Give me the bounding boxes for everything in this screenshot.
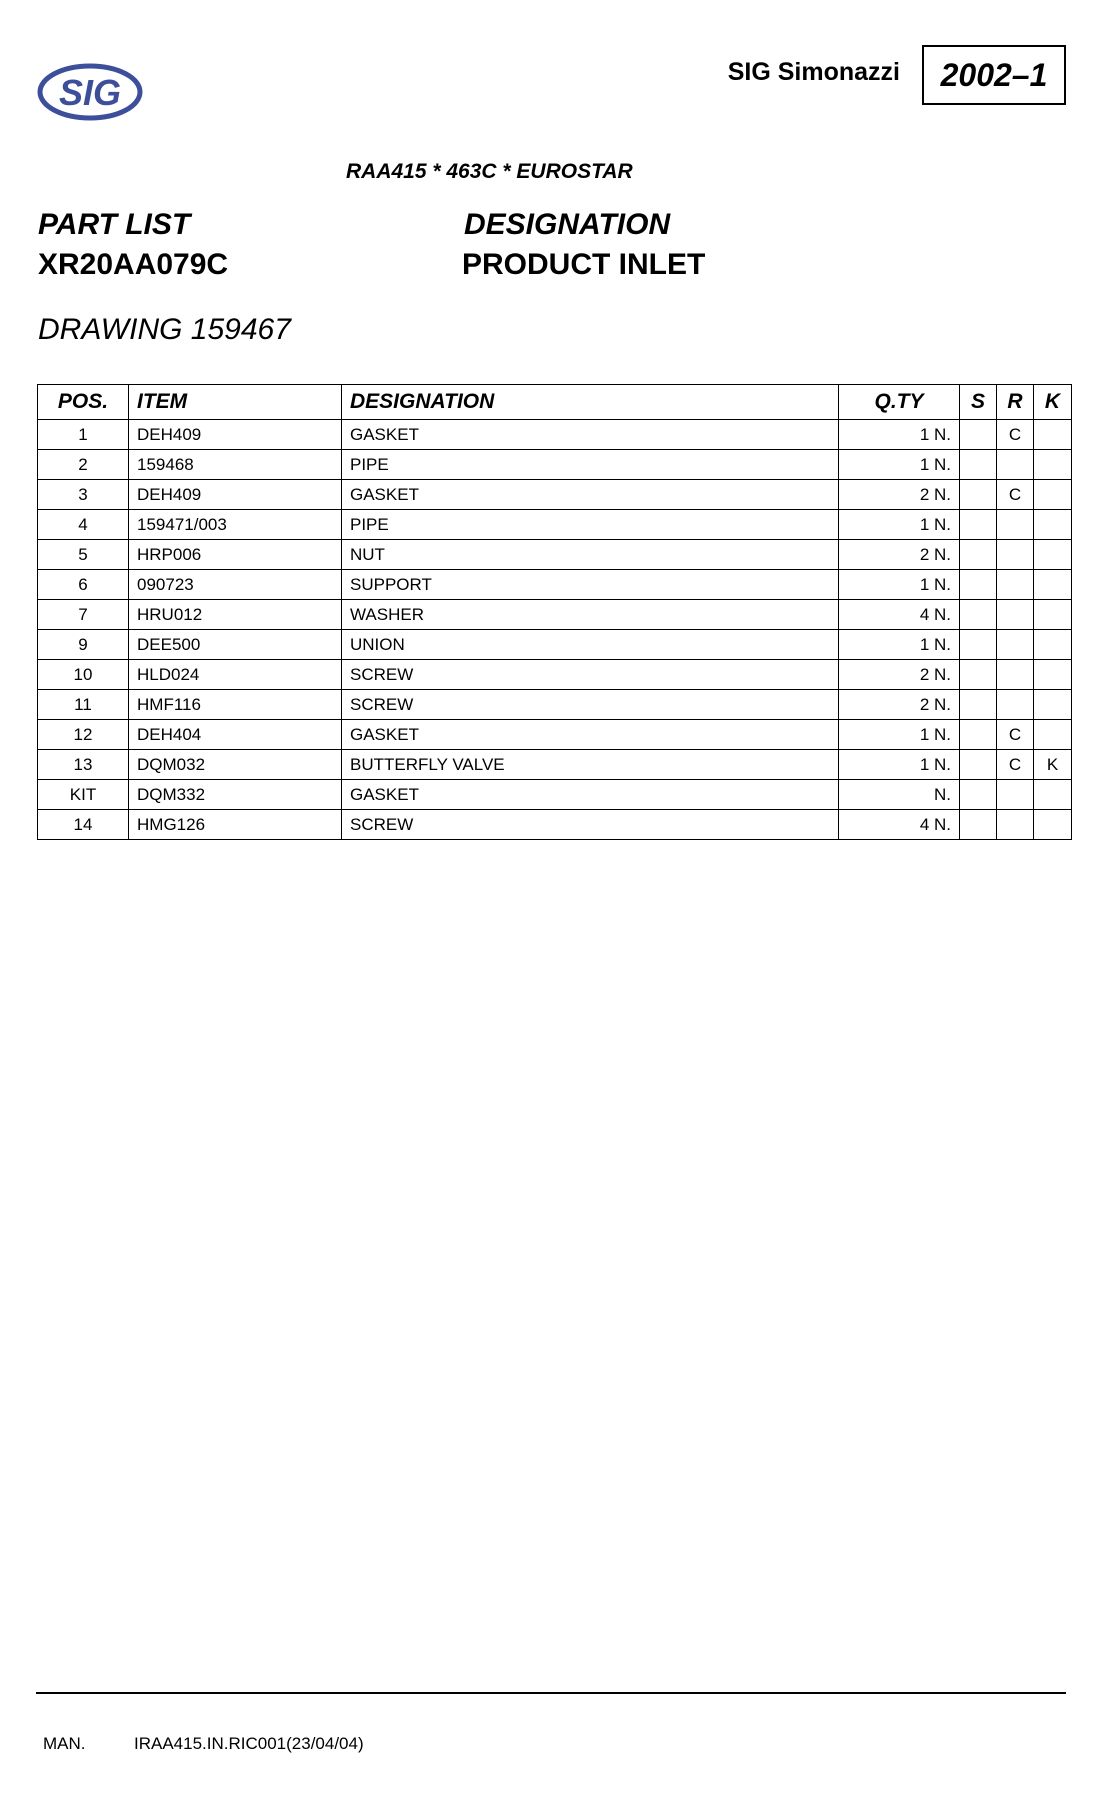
cell-qty: 1 N. — [839, 420, 960, 450]
cell-designation: SUPPORT — [342, 570, 839, 600]
cell-designation: SCREW — [342, 660, 839, 690]
cell-item: HMG126 — [129, 810, 342, 840]
cell-r — [997, 660, 1034, 690]
cell-pos: 14 — [38, 810, 129, 840]
cell-item: 159468 — [129, 450, 342, 480]
table-row — [38, 690, 1072, 720]
cell-designation: NUT — [342, 540, 839, 570]
cell-qty: 2 N. — [839, 690, 960, 720]
cell-qty: 1 N. — [839, 570, 960, 600]
revision-box — [922, 45, 1066, 105]
cell-item: DEH409 — [129, 420, 342, 450]
cell-pos: 11 — [38, 690, 129, 720]
cell-designation: UNION — [342, 630, 839, 660]
cell-pos: 13 — [38, 750, 129, 780]
cell-r: C — [997, 420, 1034, 450]
table-row — [38, 450, 1072, 480]
cell-pos: 3 — [38, 480, 129, 510]
table-row — [38, 810, 1072, 840]
cell-qty: 1 N. — [839, 750, 960, 780]
cell-item: 090723 — [129, 570, 342, 600]
cell-k — [1034, 690, 1072, 720]
cell-item: DEH409 — [129, 480, 342, 510]
cell-r — [997, 540, 1034, 570]
cell-qty: 4 N. — [839, 810, 960, 840]
revision-number: 2002–1 — [940, 56, 1048, 93]
cell-s — [960, 450, 997, 480]
cell-item: HRU012 — [129, 600, 342, 630]
header-r: R — [997, 385, 1034, 420]
cell-qty: 1 N. — [839, 510, 960, 540]
cell-r: C — [997, 480, 1034, 510]
cell-item: HLD024 — [129, 660, 342, 690]
table-row — [38, 570, 1072, 600]
cell-item: HRP006 — [129, 540, 342, 570]
cell-pos: 1 — [38, 420, 129, 450]
cell-k — [1034, 600, 1072, 630]
cell-pos: 5 — [38, 540, 129, 570]
cell-item: DQM032 — [129, 750, 342, 780]
cell-qty: 2 N. — [839, 660, 960, 690]
cell-k — [1034, 720, 1072, 750]
drawing-number: DRAWING 159467 — [38, 313, 291, 346]
part-list-code: XR20AA079C — [38, 248, 229, 281]
cell-designation: PIPE — [342, 510, 839, 540]
table-row — [38, 630, 1072, 660]
cell-r — [997, 510, 1034, 540]
cell-s — [960, 750, 997, 780]
table-row — [38, 600, 1072, 630]
cell-pos: 12 — [38, 720, 129, 750]
cell-pos: 10 — [38, 660, 129, 690]
cell-designation: BUTTERFLY VALVE — [342, 750, 839, 780]
cell-k — [1034, 810, 1072, 840]
cell-qty: 4 N. — [839, 600, 960, 630]
cell-designation: GASKET — [342, 420, 839, 450]
cell-designation: GASKET — [342, 480, 839, 510]
cell-k — [1034, 660, 1072, 690]
cell-r — [997, 600, 1034, 630]
footer-rule — [36, 1692, 1066, 1694]
cell-r: C — [997, 720, 1034, 750]
table-row — [38, 480, 1072, 510]
cell-r — [997, 780, 1034, 810]
logo-text: SIG — [58, 72, 122, 113]
cell-s — [960, 780, 997, 810]
brand-name: SIG Simonazzi — [727, 58, 900, 86]
header-designation: DESIGNATION — [342, 385, 839, 420]
cell-item: HMF116 — [129, 690, 342, 720]
cell-qty: N. — [839, 780, 960, 810]
cell-r — [997, 570, 1034, 600]
designation-value: PRODUCT INLET — [462, 248, 706, 281]
cell-s — [960, 690, 997, 720]
cell-qty: 1 N. — [839, 720, 960, 750]
cell-pos: KIT — [38, 780, 129, 810]
cell-k — [1034, 540, 1072, 570]
header-s: S — [960, 385, 997, 420]
footer-document-code: IRAA415.IN.RIC001(23/04/04) — [134, 1734, 364, 1753]
table-header-row — [38, 385, 1072, 420]
cell-r — [997, 630, 1034, 660]
parts-table — [37, 384, 1072, 840]
cell-k — [1034, 420, 1072, 450]
cell-qty: 1 N. — [839, 450, 960, 480]
cell-s — [960, 720, 997, 750]
header-pos: POS. — [38, 385, 129, 420]
cell-qty: 2 N. — [839, 540, 960, 570]
cell-designation: SCREW — [342, 810, 839, 840]
cell-s — [960, 630, 997, 660]
cell-k: K — [1034, 750, 1072, 780]
model-line: RAA415 * 463C * EUROSTAR — [346, 160, 633, 183]
table-row — [38, 780, 1072, 810]
cell-r — [997, 450, 1034, 480]
sig-logo — [36, 60, 144, 124]
cell-designation: SCREW — [342, 690, 839, 720]
cell-k — [1034, 450, 1072, 480]
part-list-label: PART LIST — [38, 208, 191, 241]
table-row — [38, 540, 1072, 570]
table-row — [38, 420, 1072, 450]
cell-item: DEE500 — [129, 630, 342, 660]
cell-k — [1034, 480, 1072, 510]
cell-pos: 7 — [38, 600, 129, 630]
header-qty: Q.TY — [839, 385, 960, 420]
cell-pos: 4 — [38, 510, 129, 540]
cell-s — [960, 660, 997, 690]
cell-k — [1034, 570, 1072, 600]
cell-s — [960, 540, 997, 570]
designation-label: DESIGNATION — [464, 208, 671, 241]
cell-pos: 2 — [38, 450, 129, 480]
cell-k — [1034, 630, 1072, 660]
cell-r — [997, 810, 1034, 840]
cell-item: 159471/003 — [129, 510, 342, 540]
footer-manual-label: MAN. — [43, 1734, 86, 1753]
cell-s — [960, 510, 997, 540]
parts-table-body — [38, 420, 1072, 840]
cell-qty: 1 N. — [839, 630, 960, 660]
table-row — [38, 720, 1072, 750]
table-row — [38, 660, 1072, 690]
cell-designation: GASKET — [342, 720, 839, 750]
cell-pos: 9 — [38, 630, 129, 660]
header-k: K — [1034, 385, 1072, 420]
cell-s — [960, 480, 997, 510]
cell-s — [960, 420, 997, 450]
cell-item: DEH404 — [129, 720, 342, 750]
cell-s — [960, 810, 997, 840]
table-row — [38, 750, 1072, 780]
cell-s — [960, 600, 997, 630]
cell-r — [997, 690, 1034, 720]
cell-designation: WASHER — [342, 600, 839, 630]
header-item: ITEM — [129, 385, 342, 420]
cell-k — [1034, 510, 1072, 540]
cell-k — [1034, 780, 1072, 810]
cell-item: DQM332 — [129, 780, 342, 810]
cell-designation: PIPE — [342, 450, 839, 480]
cell-qty: 2 N. — [839, 480, 960, 510]
cell-s — [960, 570, 997, 600]
cell-designation: GASKET — [342, 780, 839, 810]
table-row — [38, 510, 1072, 540]
cell-r: C — [997, 750, 1034, 780]
cell-pos: 6 — [38, 570, 129, 600]
